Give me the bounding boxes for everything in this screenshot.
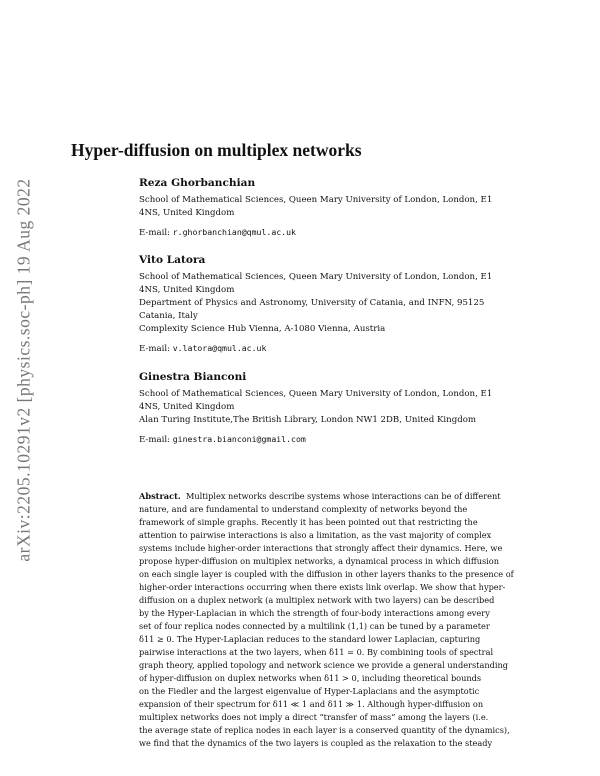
- abstract-line: nature, and are fundamental to understand complexity of networks beyond the: [139, 504, 468, 514]
- author-name: Ginestra Bianconi: [139, 371, 247, 383]
- email-address[interactable]: r.ghorbanchian@qmul.ac.uk: [172, 227, 296, 237]
- abstract-line: diffusion on a duplex network (a multiplex network with two layers) can be described: [139, 595, 495, 605]
- paper-title: Hyper-diffusion on multiplex networks: [71, 140, 362, 160]
- author-block: [139, 176, 499, 240]
- affiliation-line: 4NS, United Kingdom: [139, 285, 235, 295]
- affiliation-line: School of Mathematical Sciences, Queen Mary University of London, London, E1: [139, 195, 493, 205]
- abstract-line: expansion of their spectrum for δ11 ≪ 1 and δ11 ≫ 1. Although hyper-diffusion on: [139, 699, 484, 709]
- abstract-line: set of four replica nodes connected by a multilink (1,1) can be tuned by a parameter: [139, 621, 490, 631]
- abstract-label: Abstract.: [139, 491, 181, 501]
- affiliation-line: Alan Turing Institute,The British Library, London NW1 2DB, United Kingdom: [139, 415, 477, 425]
- author-name: Vito Latora: [139, 254, 206, 266]
- abstract-line: the average state of replica nodes in each layer is a conserved quantity of the dynamics),: [139, 725, 510, 735]
- author-block: [139, 370, 499, 447]
- abstract-line: δ11 ≥ 0. The Hyper-Laplacian reduces to the standard lower Laplacian, capturing: [139, 634, 481, 644]
- email-line: [139, 433, 499, 447]
- affiliation-line: School of Mathematical Sciences, Queen Mary University of London, London, E1: [139, 389, 493, 399]
- email-label: E-mail:: [139, 228, 173, 238]
- abstract: [139, 490, 514, 750]
- email-label: E-mail:: [139, 435, 173, 445]
- author-name: Reza Ghorbanchian: [139, 177, 256, 189]
- abstract-line: pairwise interactions at the two layers, when δ11 = 0. By combining tools of spectral: [139, 647, 494, 657]
- abstract-line: graph theory, applied topology and network science we provide a general understanding: [139, 660, 508, 670]
- affiliation-line: School of Mathematical Sciences, Queen Mary University of London, London, E1: [139, 272, 493, 282]
- affiliation-line: 4NS, United Kingdom: [139, 402, 235, 412]
- affiliation-line: Complexity Science Hub Vienna, A-1080 Vienna, Austria: [139, 324, 386, 334]
- abstract-line: higher-order interactions occurring when there exists link overlap. We show that hyper-: [139, 582, 506, 592]
- affiliation-line: 4NS, United Kingdom: [139, 208, 235, 218]
- email-address[interactable]: v.latora@qmul.ac.uk: [172, 343, 267, 353]
- author-block: [139, 253, 499, 356]
- email-address[interactable]: ginestra.bianconi@gmail.com: [172, 434, 306, 444]
- arxiv-identifier-text: arXiv:2205.10291v2 [physics.soc-ph] 19 Aug 2022: [13, 178, 34, 562]
- email-label: E-mail:: [139, 344, 173, 354]
- abstract-line: on the Fiedler and the largest eigenvalue of Hyper-Laplacians and the asymptotic: [139, 686, 480, 696]
- abstract-line: of hyper-diffusion on duplex networks when δ11 > 0, including theoretical bounds: [139, 673, 482, 683]
- arxiv-identifier: [13, 140, 35, 600]
- affiliation-line: Catania, Italy: [139, 311, 198, 321]
- email-line: [139, 342, 499, 356]
- abstract-line: on each single layer is coupled with the diffusion in other layers thanks to the presence of: [139, 569, 514, 579]
- email-line: [139, 226, 499, 240]
- abstract-line: we find that the dynamics of the two layers is coupled as the relaxation to the steady: [139, 738, 493, 748]
- abstract-line: Abstract. Multiplex networks describe systems whose interactions can be of different: [139, 491, 501, 501]
- affiliation-line: Department of Physics and Astronomy, University of Catania, and INFN, 95125: [139, 298, 485, 308]
- abstract-line: multiplex networks does not imply a direct “transfer of mass” among the layers (i.e.: [139, 712, 489, 722]
- abstract-line: by the Hyper-Laplacian in which the strength of four-body interactions among every: [139, 608, 490, 618]
- abstract-line: systems include higher-order interactions that strongly affect their dynamics. Here, we: [139, 543, 503, 553]
- abstract-line: framework of simple graphs. Recently it has been pointed out that restricting the: [139, 517, 478, 527]
- abstract-line: attention to pairwise interactions is also a limitation, as the vast majority of complex: [139, 530, 492, 540]
- abstract-line: propose hyper-diffusion on multiplex networks, a dynamical process in which diffusion: [139, 556, 499, 566]
